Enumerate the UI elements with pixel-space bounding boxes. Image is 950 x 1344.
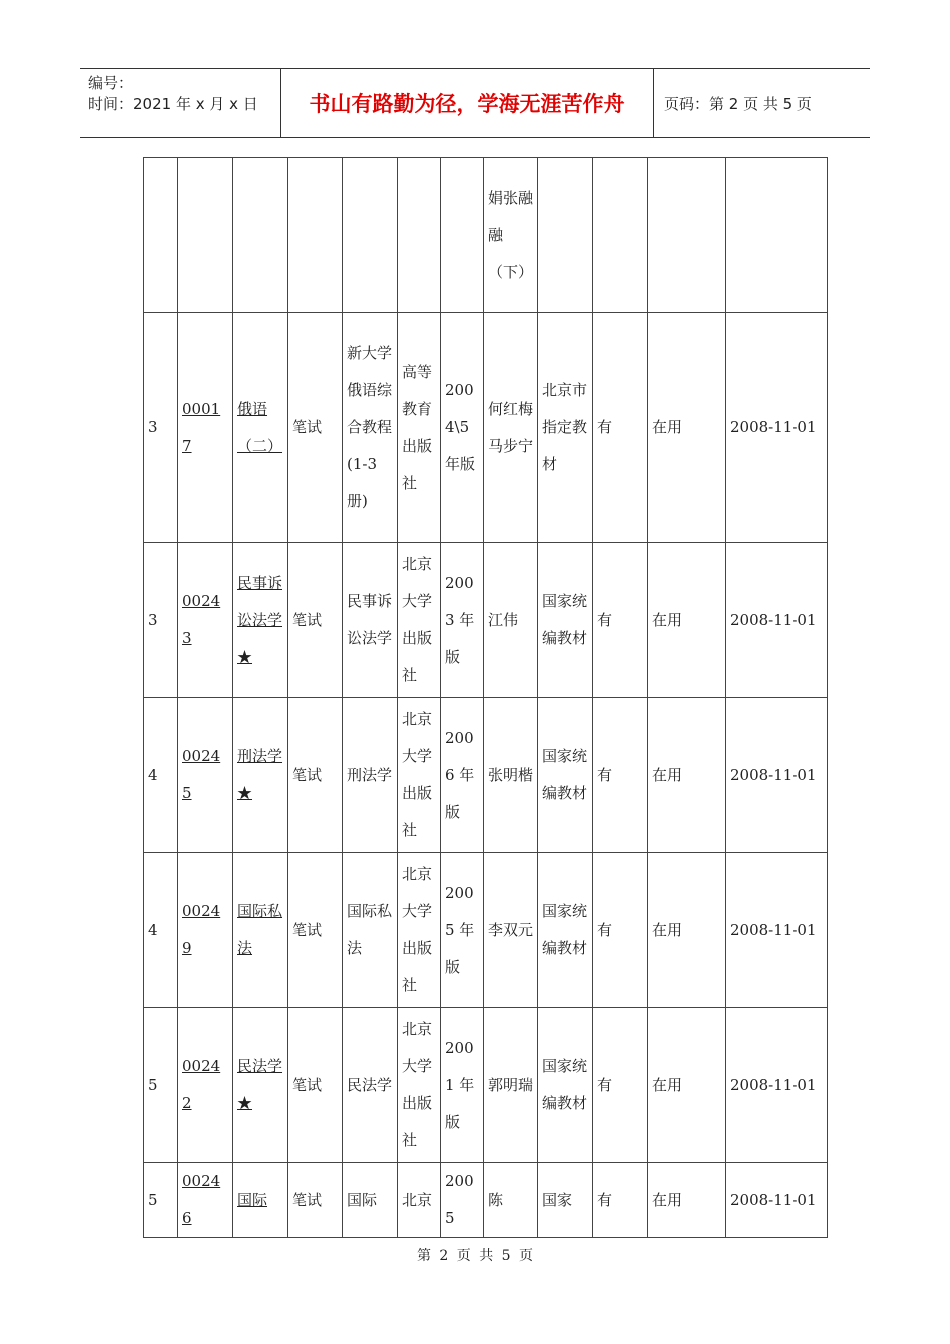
exam-type-cell: 笔试: [288, 313, 343, 543]
availability-cell: 有: [593, 698, 648, 853]
header-meta: [80, 69, 281, 137]
status-cell: 在用: [648, 543, 726, 698]
textbook-title-cell: 刑法学: [343, 698, 398, 853]
course-code-link[interactable]: 00249: [182, 902, 221, 957]
code-cell: [178, 543, 233, 698]
edition-cell: 2003 年版: [441, 543, 484, 698]
author-cell: 娟张融融（下）: [484, 158, 538, 313]
textbook-title-cell: 国际: [343, 1163, 398, 1238]
status-cell: 在用: [648, 698, 726, 853]
status-cell: [648, 158, 726, 313]
availability-cell: 有: [593, 1008, 648, 1163]
course-name-link[interactable]: 刑法学★: [237, 747, 283, 802]
exam-type-cell: 笔试: [288, 853, 343, 1008]
exam-type-cell: 笔试: [288, 543, 343, 698]
document-time-label: 时间：2021 年 x 月 x 日: [88, 95, 258, 113]
row-index-cell: 3: [144, 313, 178, 543]
code-cell: [178, 158, 233, 313]
row-index-cell: 3: [144, 543, 178, 698]
status-cell: 在用: [648, 853, 726, 1008]
row-index-cell: 4: [144, 698, 178, 853]
date-cell: 2008-11-01: [726, 543, 828, 698]
date-cell: [726, 158, 828, 313]
page-footer: 第 2 页 共 5 页: [416, 1248, 534, 1264]
date-cell: 2008-11-01: [726, 698, 828, 853]
course-cell: [233, 543, 288, 698]
availability-cell: [593, 158, 648, 313]
publisher-cell: 高等教育出版社: [398, 313, 441, 543]
textbook-type-cell: 北京市指定教材: [538, 313, 593, 543]
course-name-link[interactable]: 民事诉讼法学★: [237, 573, 283, 666]
textbook-type-cell: 国家统编教材: [538, 853, 593, 1008]
course-code-link[interactable]: 00242: [182, 1057, 221, 1112]
edition-cell: 2006 年版: [441, 698, 484, 853]
course-code-link[interactable]: 00017: [182, 399, 221, 455]
publisher-cell: 北京大学出版社: [398, 698, 441, 853]
edition-cell: [441, 158, 484, 313]
edition-cell: 2004\5 年版: [441, 313, 484, 543]
author-cell: 江伟: [484, 543, 538, 698]
status-cell: 在用: [648, 313, 726, 543]
textbook-type-cell: 国家统编教材: [538, 1008, 593, 1163]
date-cell: 2008-11-01: [726, 313, 828, 543]
edition-cell: 2001 年版: [441, 1008, 484, 1163]
textbook-type-cell: [538, 158, 593, 313]
publisher-cell: 北京大学出版社: [398, 543, 441, 698]
exam-type-cell: 笔试: [288, 1163, 343, 1238]
exam-type-cell: 笔试: [288, 1008, 343, 1163]
textbook-title-cell: 国际私法: [343, 853, 398, 1008]
status-cell: 在用: [648, 1163, 726, 1238]
textbook-title-cell: 民法学: [343, 1008, 398, 1163]
textbook-type-cell: 国家统编教材: [538, 543, 593, 698]
publisher-cell: 北京大学出版社: [398, 1008, 441, 1163]
course-cell: [233, 158, 288, 313]
edition-cell: 2005: [441, 1163, 484, 1238]
table-row: [144, 1008, 828, 1163]
textbook-table: [143, 157, 828, 1238]
document-number-label: 编号：: [88, 74, 134, 92]
code-cell: [178, 313, 233, 543]
textbook-title-cell: 民事诉讼法学: [343, 543, 398, 698]
table-body: [144, 158, 828, 1238]
textbook-type-cell: 国家: [538, 1163, 593, 1238]
row-index-cell: [144, 158, 178, 313]
page-header: [80, 68, 870, 138]
row-index-cell: 5: [144, 1163, 178, 1238]
status-cell: 在用: [648, 1008, 726, 1163]
course-cell: [233, 698, 288, 853]
course-cell: [233, 853, 288, 1008]
course-cell: [233, 1163, 288, 1238]
date-cell: 2008-11-01: [726, 853, 828, 1008]
availability-cell: 有: [593, 313, 648, 543]
row-index-cell: 4: [144, 853, 178, 1008]
availability-cell: 有: [593, 1163, 648, 1238]
table-row: [144, 853, 828, 1008]
exam-type-cell: 笔试: [288, 698, 343, 853]
course-name-link[interactable]: 国际私法: [237, 902, 283, 957]
table-row: [144, 698, 828, 853]
table-row: [144, 1163, 828, 1238]
code-cell: [178, 853, 233, 1008]
header-page-info: 页码：第 2 页 共 5 页: [664, 94, 812, 113]
author-cell: 陈: [484, 1163, 538, 1238]
publisher-cell: 北京: [398, 1163, 441, 1238]
course-name-link[interactable]: 俄语（二）: [237, 399, 283, 455]
course-cell: [233, 1008, 288, 1163]
course-cell: [233, 313, 288, 543]
row-index-cell: 5: [144, 1008, 178, 1163]
code-cell: [178, 698, 233, 853]
table-row: [144, 313, 828, 543]
author-cell: 何红梅马步宁: [484, 313, 538, 543]
date-cell: 2008-11-01: [726, 1163, 828, 1238]
textbook-type-cell: 国家统编教材: [538, 698, 593, 853]
author-cell: 郭明瑞: [484, 1008, 538, 1163]
course-code-link[interactable]: 00246: [182, 1172, 221, 1227]
table-row: [144, 158, 828, 313]
textbook-title-cell: 新大学俄语综合教程(1-3 册): [343, 313, 398, 543]
course-code-link[interactable]: 00245: [182, 747, 221, 802]
publisher-cell: [398, 158, 441, 313]
author-cell: 张明楷: [484, 698, 538, 853]
textbook-title-cell: [343, 158, 398, 313]
course-code-link[interactable]: 00243: [182, 592, 221, 647]
table-row: [144, 543, 828, 698]
availability-cell: 有: [593, 543, 648, 698]
code-cell: [178, 1163, 233, 1238]
code-cell: [178, 1008, 233, 1163]
author-cell: 李双元: [484, 853, 538, 1008]
header-motto: 书山有路勤为径，学海无涯苦作舟: [281, 69, 654, 137]
availability-cell: 有: [593, 853, 648, 1008]
course-name-link[interactable]: 民法学★: [237, 1057, 283, 1112]
date-cell: 2008-11-01: [726, 1008, 828, 1163]
publisher-cell: 北京大学出版社: [398, 853, 441, 1008]
edition-cell: 2005 年版: [441, 853, 484, 1008]
exam-type-cell: [288, 158, 343, 313]
course-name-link[interactable]: 国际: [237, 1190, 268, 1209]
